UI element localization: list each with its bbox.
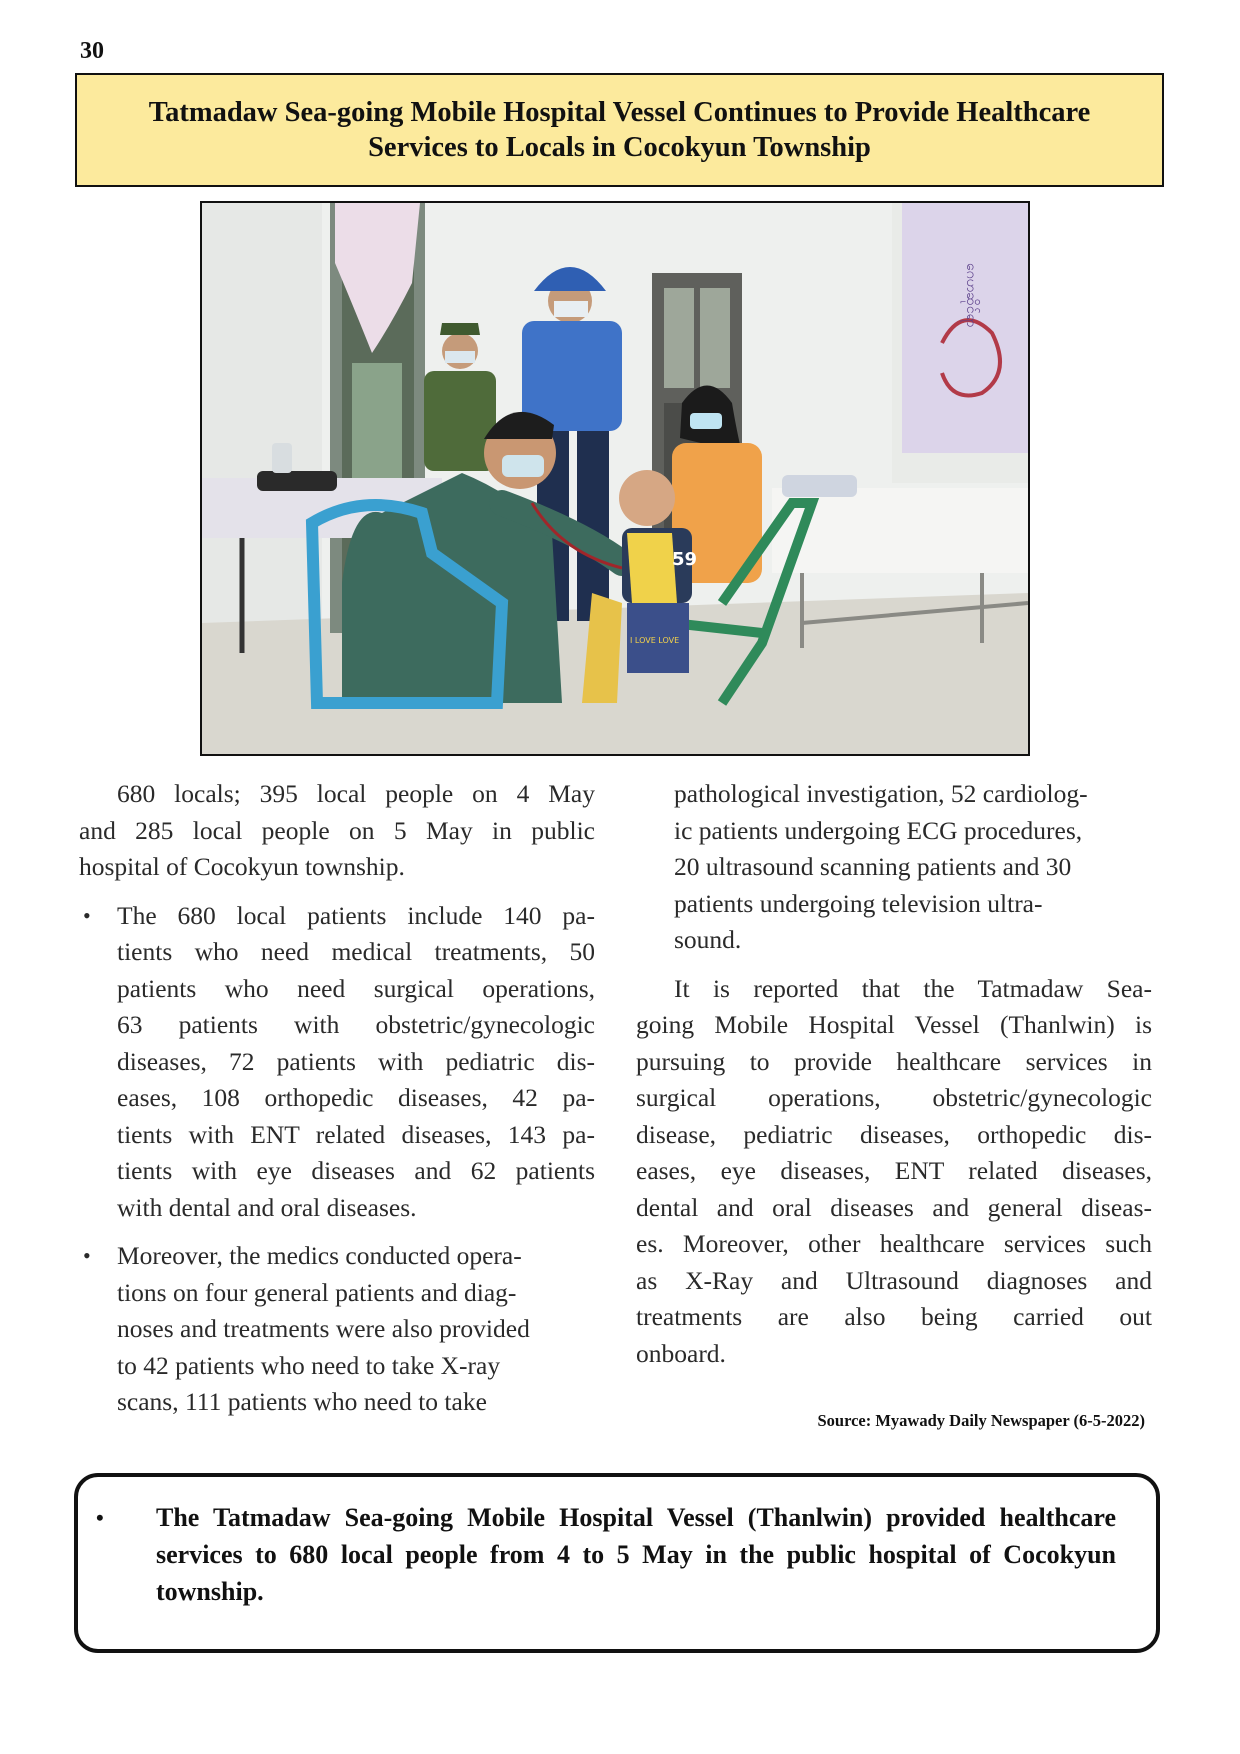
bullet-line: tients who need medical treatments, 50: [117, 937, 595, 966]
article-title-line-1: Tatmadaw Sea-going Mobile Hospital Vessel Continues to Provide Healthcare: [148, 97, 1091, 128]
report-line: surgical operations, obstetric/gynecologic: [636, 1083, 1152, 1112]
bullet-line: patients who need surgical operations,: [117, 973, 595, 1003]
bullet-line: noses and treatments were also provided: [117, 1314, 530, 1343]
bullet-line: eases, 108 orthopedic diseases, 42 pa-: [117, 1083, 595, 1112]
page-number: 30: [80, 38, 104, 64]
summary-text: The Tatmadaw Sea-going Mobile Hospital Vessel (Thanlwin) provided healthcare services to 680 local people from 4 to 5 May in the public hospital of Cocokyun township.: [156, 1503, 1116, 1606]
bullet-item-patients: [79, 898, 595, 1227]
bullet-line: to 42 patients who need to take X-ray: [117, 1350, 501, 1380]
report-line: going Mobile Hospital Vessel (Thanlwin) is: [636, 1010, 1152, 1039]
intro-line: hospital of Cocokyun township.: [79, 852, 405, 881]
report-paragraph: [636, 971, 1152, 1373]
bullet-list: [79, 898, 595, 1421]
report-line: as X-Ray and Ultrasound diagnoses and: [636, 1265, 1152, 1295]
jersey-number: 59: [672, 549, 698, 570]
report-line: eases, eye diseases, ENT related diseases,: [636, 1156, 1152, 1185]
summary-bullet: •: [96, 1505, 104, 1530]
bullet-line: 63 patients with obstetric/gynecologic: [117, 1010, 595, 1039]
report-line: es. Moreover, other healthcare services such: [636, 1229, 1152, 1258]
bullet-item-operations: [79, 1238, 595, 1421]
bullet-line: tients with eye diseases and 62 patients: [117, 1156, 595, 1185]
bullet-dot: •: [83, 902, 91, 928]
intro-line: and 285 local people on 5 May in public: [79, 815, 595, 845]
banner-text: ဂေဟဆိုင်ရာ: [963, 263, 978, 328]
bullet-dot: •: [83, 1243, 91, 1268]
bullet-line: tions on four general patients and diag-: [117, 1277, 517, 1307]
continued-line: pathological investigation, 52 cardiolog-: [674, 779, 1088, 808]
source-citation: Source: Myawady Daily Newspaper (6-5-2022): [817, 1411, 1145, 1430]
bullet-line: Moreover, the medics conducted opera-: [117, 1241, 522, 1270]
bullet-line: with dental and oral diseases.: [117, 1192, 417, 1222]
report-line: pursuing to provide healthcare services in: [636, 1046, 1152, 1076]
continued-line: sound.: [674, 925, 742, 954]
article-photo: [200, 201, 1030, 756]
photo-illustration: [202, 203, 1028, 754]
continued-line: patients undergoing television ultra-: [674, 888, 1043, 918]
bullet-line: diseases, 72 patients with pediatric dis-: [117, 1046, 595, 1076]
bullet-line: scans, 111 patients who need to take: [117, 1387, 487, 1416]
report-line: disease, pediatric diseases, orthopedic dis-: [636, 1119, 1152, 1149]
report-line: onboard.: [636, 1338, 726, 1368]
left-column: [79, 776, 595, 1433]
bullet-line: The 680 local patients include 140 pa-: [117, 900, 595, 930]
shorts-text: I LOVE LOVE: [630, 636, 680, 645]
report-line: It is reported that the Tatmadaw Sea-: [674, 973, 1152, 1003]
report-line: dental and oral diseases and general diseas-: [636, 1192, 1152, 1222]
intro-line: 680 locals; 395 local people on 4 May: [117, 779, 595, 808]
intro-paragraph: [79, 776, 595, 886]
article-title: [149, 95, 1091, 165]
continued-line: ic patients undergoing ECG procedures,: [674, 815, 1083, 845]
summary-box: [74, 1473, 1160, 1653]
right-column: [636, 776, 1152, 1372]
article-title-line-2: Services to Locals in Cocokyun Township: [368, 132, 871, 163]
bullet-line: tients with ENT related diseases, 143 pa-: [117, 1119, 595, 1149]
continued-line: 20 ultrasound scanning patients and 30: [674, 852, 1072, 881]
article-title-box: [75, 73, 1164, 187]
report-line: treatments are also being carried out: [636, 1302, 1152, 1331]
continued-bullet: [636, 776, 1152, 959]
